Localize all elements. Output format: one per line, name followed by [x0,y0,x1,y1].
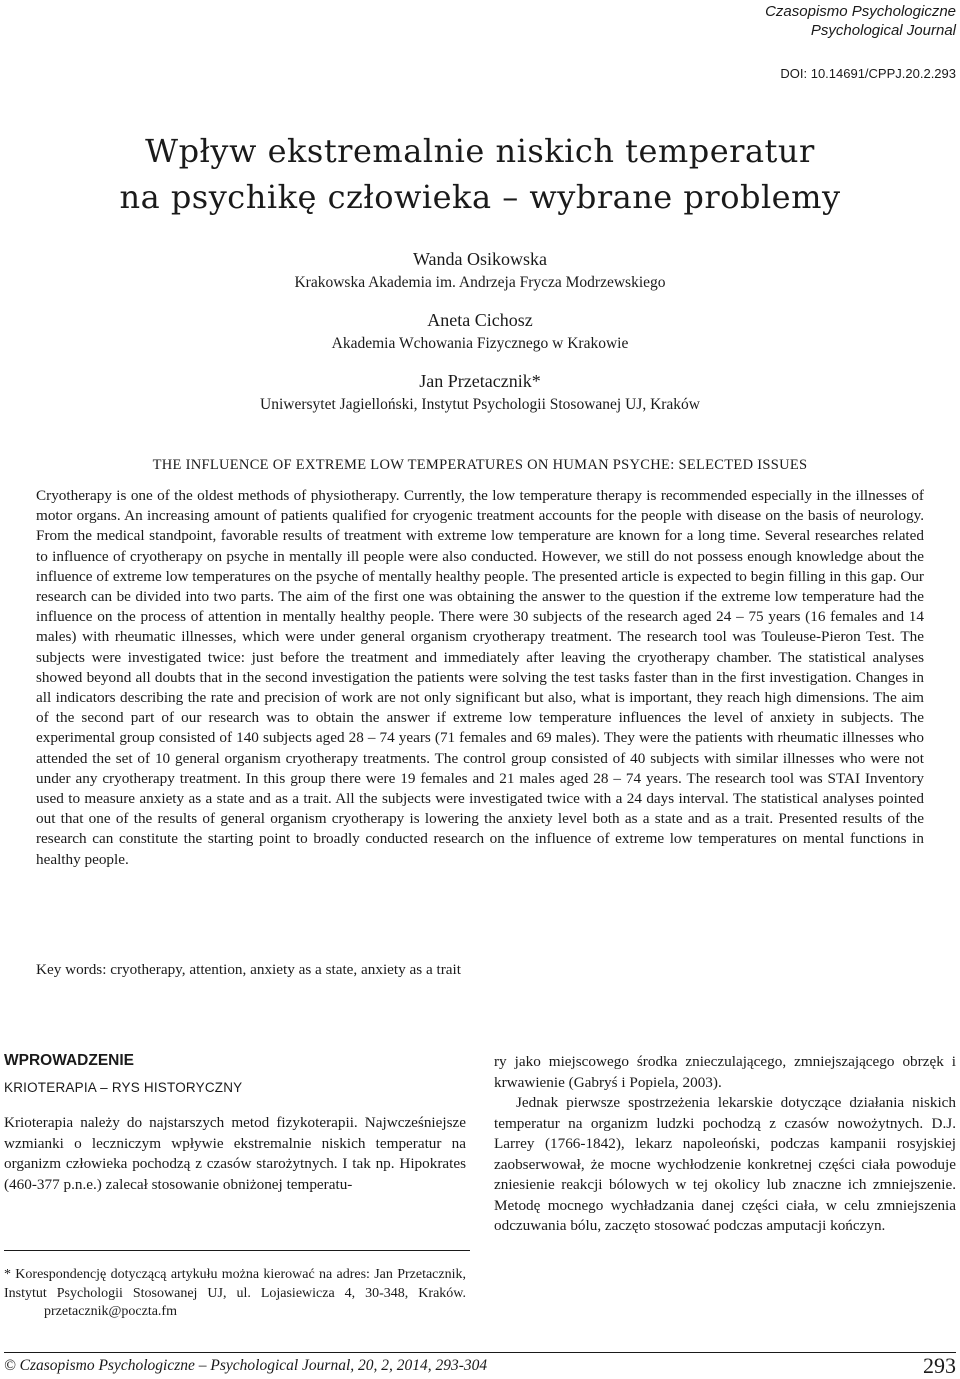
footnote [4,1266,466,1322]
footer-divider [4,1352,956,1353]
journal-name [765,2,956,40]
abstract: Cryotherapy is one of the oldest methods of physiotherapy. Currently, the low temperature therapy is recommended especially in the illnesses of motor organs. An increasing amount of patients qualified for cryogenic treatment accounts for the people with disease on the basis of neurology. From the medical standpoint, favorable results of treatment with extreme low temperature are known for a long time. Several researches related to influence of cryotherapy on psyche in mentally ill people were also conducted. However, we still do not possess enough knowledge about the influence of extreme low temperatures on the psyche of mentally healthy people. The presented article is expected to begin filling in this gap. Our research can be divided into two parts. The aim of the first one was obtaining the answer to the question if the extreme low temperature had the influence on the process of attention in mentally healthy people. There were 30 subjects of the research aged 24 – 75 years (16 females and 14 males) with rheumatic illnesses, which were under general organism cryotherapy treatment. The research tool was Touleuse-Pieron Test. The subjects were investigated twice: just before the treatment and immediately after leaving the cryotherapy chamber. The statistical analyses showed beyond all doubts that in the second investigation the patients were solving the test tasks faster than in the first investigation. Changes in all indicators describing the rate and precision of work are not only significant but also, what is important, they reach high dimensions. The aim of the second part of our research was to obtain the answer if extreme low temperature influences the level of anxiety in subjects. The experimental group consisted of 140 subjects aged 28 – 74 years (71 females and 69 males). They were the patients with rheumatic illnesses who attended the set of 10 general organism cryotherapy treatments. The control group consisted of 40 subjects with similar illnesses who were not under any cryotherapy treatment. In this group there were 19 females and 21 males aged 28 – 74 years. The research tool was STAI Inventory used to measure anxiety as a state and as a trait. All the subjects were investigated twice with a 24 days interval. The statistical analyses pointed out that one of the results of general organism cryotherapy is lowering the anxiety level both as a state and as a trait. Presented results of the research can constitute the starting point to broadly conducted research on the influence of extreme low temperatures on mental functions in healthy people. [36,487,924,868]
article-title [0,128,960,220]
title-line-1: Wpływ ekstremalnie niskich temperatur [145,132,815,170]
doi: DOI: 10.14691/CPPJ.20.2.293 [780,66,956,81]
footnote-divider [4,1250,470,1251]
author-affiliation: Akademia Wchowania Fizycznego w Krakowie [331,335,629,352]
journal-name-pl: Czasopismo Psychologiczne [765,3,956,20]
body-paragraph: Krioterapia należy do najstarszych metod fizykoterapii. Najwcześniejsze wzmianki o leczniczym wpływie ekstremalnie niskich temperatur na organizm człowieka pochodzą z czasów starożytnych. I tak np. Hipokrates (460-377 p.n.e.) zalecał stosowanie obniżonej temperatu- [4,1114,466,1193]
author-name: Aneta Cichosz [427,310,533,330]
author-list [0,246,960,429]
author-affiliation: Uniwersytet Jagielloński, Instytut Psychologii Stosowanej UJ, Kraków [260,396,700,413]
author-affiliation: Krakowska Akademia im. Andrzeja Frycza Modrzewskiego [294,274,666,291]
footer-citation: © Czasopismo Psychologiczne – Psychological Journal, 20, 2, 2014, 293-304 [4,1357,488,1374]
subsection-heading: KRIOTERAPIA – RYS HISTORYCZNY [4,1080,243,1095]
footnote-email: przetacznik@poczta.fm [44,1304,177,1319]
left-column [4,1052,466,1195]
journal-name-en: Psychological Journal [810,22,956,39]
author-name: Jan Przetacznik* [419,371,541,391]
right-column [494,1052,956,1237]
section-heading: WPROWADZENIE [4,1052,135,1069]
footnote-text: * Korespondencję dotyczącą artykułu można kierować na adres: Jan Przetacznik, Instytut Psychologii Stosowanej UJ, ul. Lojasiewicza 4, 30-348, Kraków. [4,1267,466,1301]
keywords: Key words: cryotherapy, attention, anxiety as a state, anxiety as a trait [36,961,461,978]
body-paragraph: ry jako miejscowego środka znieczulającego, zmniejszającego obrzęk i krwawienie (Gabryś i Popiela, 2003). [494,1053,956,1091]
author-name: Wanda Osikowska [412,249,548,269]
page-number: 293 [923,1353,956,1378]
title-line-2: na psychikę człowieka – wybrane problemy [119,178,841,216]
body-paragraph: Jednak pierwsze spostrzeżenia lekarskie dotyczące działania niskich temperatur na organizm ludzki pochodzą z czasów nowożytnych. D.J. Larrey (1766-1842), lekarz napoleoński, podczas kampanii rosyjskiej zaobserwował, że mocne wychłodzenie konkretnej części ciała powoduje zniesienie reakcji bólowych w tej okolicy lub znaczne ich zmniejszenie. Metodę mocnego wychładzania danej części ciała, w celu zmniejszenia odczuwania bólu, zaczęto stosować podczas amputacji kończyn. [494,1094,956,1234]
english-title: THE INFLUENCE OF EXTREME LOW TEMPERATURES ON HUMAN PSYCHE: SELECTED ISSUES [152,457,808,473]
